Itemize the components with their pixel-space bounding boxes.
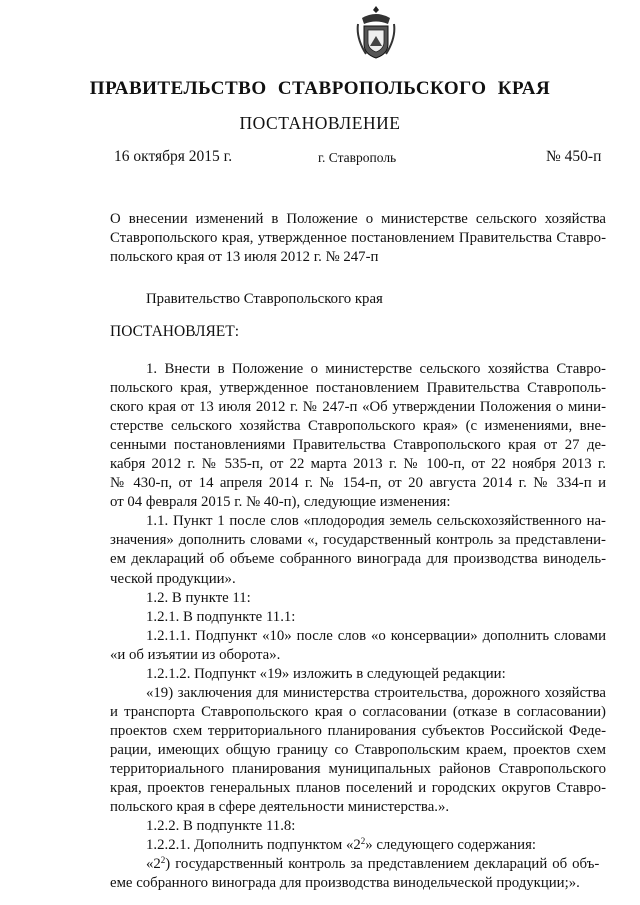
body-line: 1.2. В пункте 11:: [146, 589, 251, 606]
body-text: 1.2.2.1. Дополнить подпунктом «2: [146, 837, 361, 854]
body-line: 1.1. Пункт 1 после слов «плодородия земель сельскохозяйственного на-: [146, 513, 606, 530]
body-line: еме собранного винограда для производства винодельческой продукции;».: [110, 875, 580, 892]
preamble-decree: ПОСТАНОВЛЯЕТ:: [110, 323, 240, 340]
body-text: «2: [146, 856, 161, 873]
body-line: ческой продукции».: [110, 570, 236, 587]
superscript: 2: [360, 836, 366, 847]
organization-title: ПРАВИТЕЛЬСТВО СТАВРОПОЛЬСКОГО КРАЯ: [89, 78, 551, 99]
body-line: польского края, утвержденное постановлением Правительства Ставрополь-: [110, 380, 606, 397]
body-line: № 430-п, от 14 апреля 2014 г. № 154-п, от 20 августа 2014 г. № 334-п и: [110, 475, 606, 492]
body-line: проектов схем территориального планирования субъектов Российской Феде-: [110, 722, 606, 739]
body-line: рации, имеющих общую границу со Ставропольским краем, проектов схем: [110, 741, 606, 758]
body-line: 1.2.1.2. Подпункт «19» изложить в следующей редакции:: [146, 665, 506, 682]
document-number: № 450-п: [546, 148, 602, 165]
body-line: [110, 836, 606, 855]
document-city: г. Ставрополь: [318, 150, 397, 165]
body-text: » следующего содержания:: [365, 837, 536, 854]
body-line: ского края от 13 июля 2012 г. № 247-п «Об утверждении Положения о мини-: [110, 399, 606, 416]
body-line: «19) заключения для министерства строительства, дорожного хозяйства: [146, 684, 606, 701]
superscript: 2: [160, 855, 166, 866]
body-line: 1.2.1. В подпункте 11.1:: [146, 608, 296, 625]
coat-of-arms-emblem: [356, 4, 396, 62]
body-line: ем деклараций об объеме собранного винограда для производства винодель-: [110, 551, 606, 568]
document-type: ПОСТАНОВЛЕНИЕ: [239, 113, 401, 133]
body-line: территориального планирования муниципальных районов Ставропольского: [110, 760, 606, 777]
body-line: сенными постановлениями Правительства Ставропольского края от 27 де-: [110, 437, 606, 454]
body-line: значения» дополнить словами «, государственный контроль за представлени-: [110, 532, 606, 549]
subject-line: польского края от 13 июля 2012 г. № 247-п: [110, 249, 379, 266]
body-line: края, проектов генеральных планов поселений и городских округов Ставро-: [110, 780, 606, 797]
document-body: [110, 360, 606, 893]
document-date: 16 октября 2015 г.: [114, 148, 233, 165]
body-line: [110, 855, 606, 874]
subject-line: Ставропольского края, утвержденное постановлением Правительства Ставро-: [110, 230, 606, 247]
document-subject: [110, 212, 606, 269]
subject-line: О внесении изменений в Положение о министерстве сельского хозяйства: [110, 211, 606, 227]
body-line: кабря 2012 г. № 535-п, от 22 марта 2013 г. № 100-п, от 22 ноября 2013 г.: [110, 456, 606, 473]
body-line: польского края в сфере деятельности министерства.».: [110, 799, 450, 816]
body-line: от 04 февраля 2015 г. № 40-п), следующие изменения:: [110, 494, 451, 511]
body-line: 1. Внести в Положение о министерстве сельского хозяйства Ставро-: [146, 361, 606, 377]
body-line: «и об изъятии из оборота».: [110, 646, 281, 663]
body-line: 1.2.2. В подпункте 11.8:: [146, 818, 296, 835]
body-text: ) государственный контроль за представлением деклараций об объ-: [165, 856, 600, 873]
preamble-government: Правительство Ставропольского края: [146, 291, 383, 307]
body-line: стерстве сельского хозяйства Ставропольского края» (с изменениями, вне-: [110, 418, 606, 435]
body-line: 1.2.1.1. Подпункт «10» после слов «о консервации» дополнить словами: [146, 627, 606, 644]
body-line: и транспорта Ставропольского края о согласовании (отказе в согласовании): [110, 703, 606, 720]
